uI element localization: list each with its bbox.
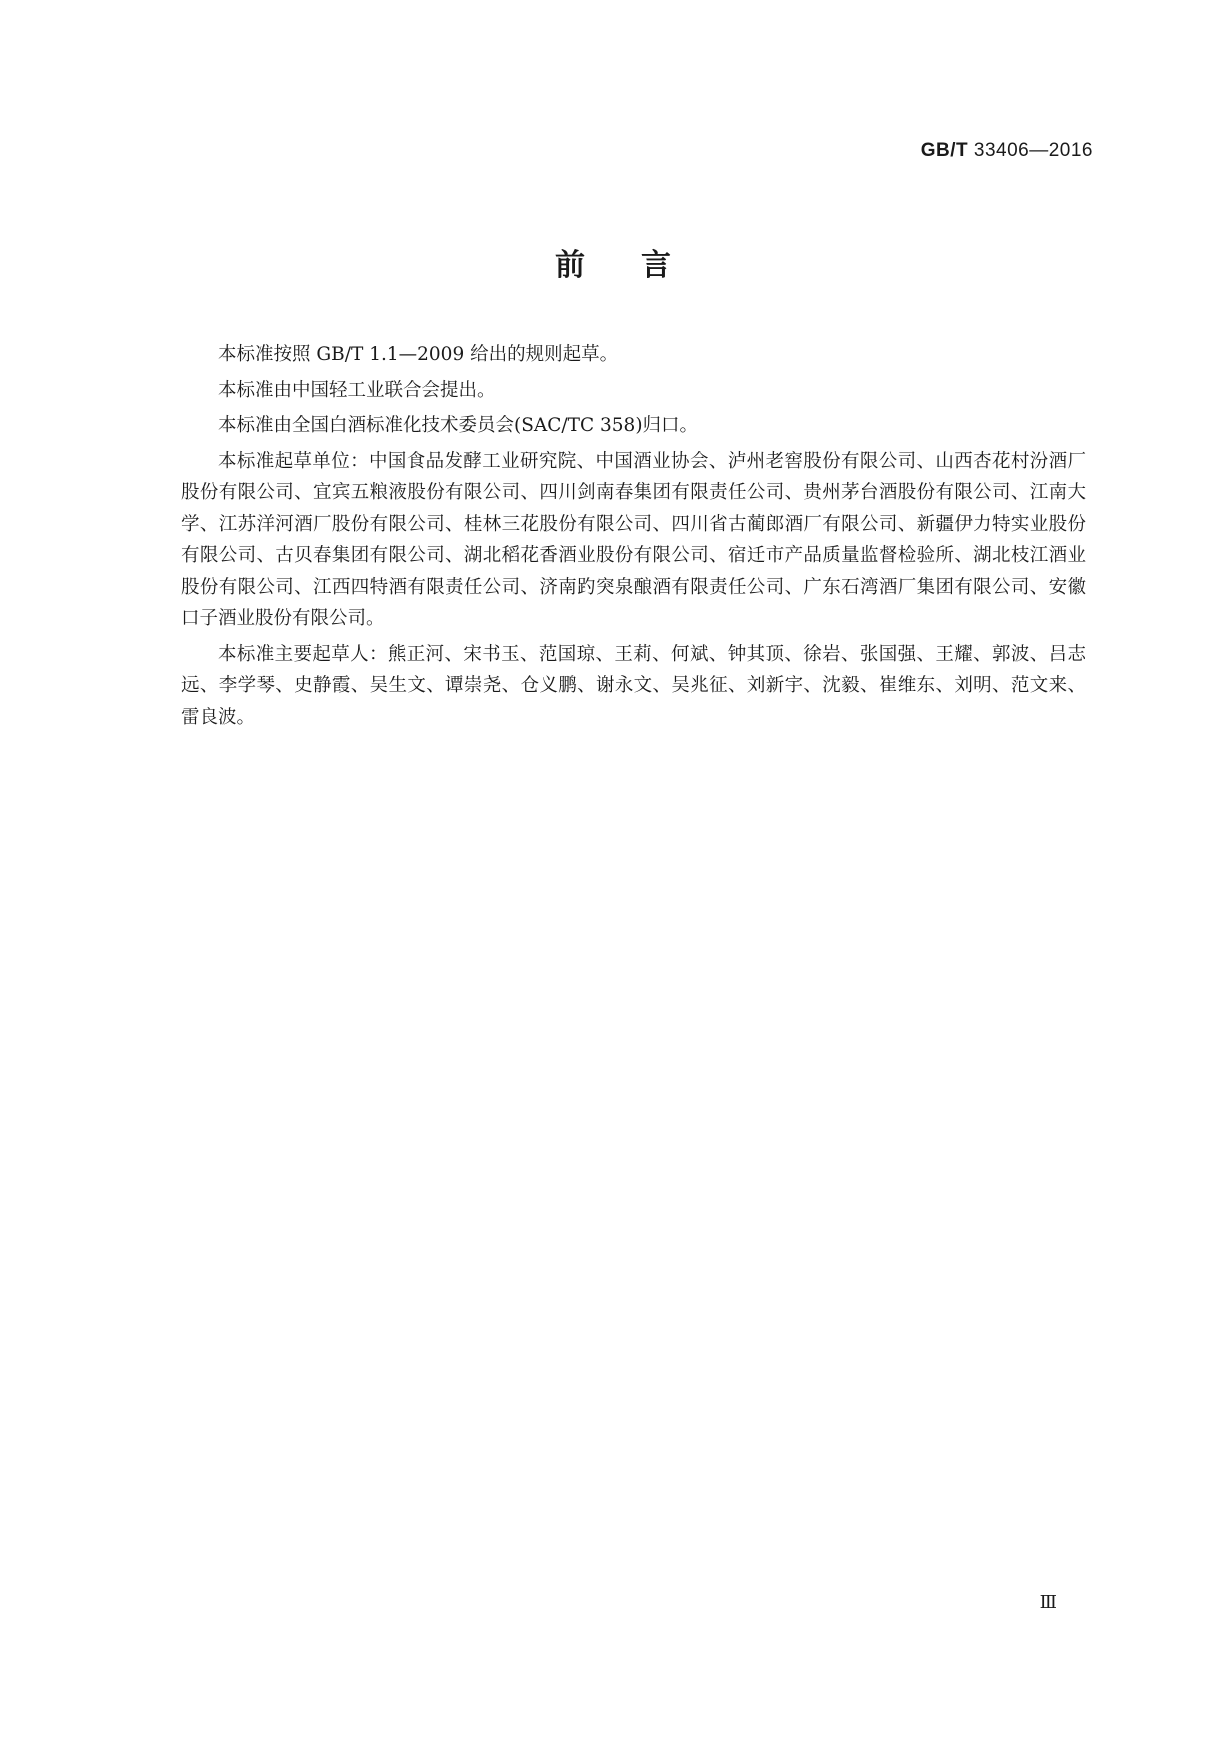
paragraph-technical-committee: 本标准由全国白酒标准化技术委员会(SAC/TC 358)归口。 <box>218 415 699 436</box>
document-body <box>181 339 1086 733</box>
paragraph-drafters: 本标准主要起草人：熊正河、宋书玉、范国琼、王莉、何斌、钟其顶、徐岩、张国强、王耀、郭波、吕志远、李学琴、史静霞、吴生文、谭崇尧、仓义鹏、谢永文、吴兆征、刘新宇、沈毅、崔维东、刘明、范文来、雷良波。 <box>181 643 1086 728</box>
paragraph-proposer: 本标准由中国轻工业联合会提出。 <box>218 379 496 401</box>
standard-code <box>921 140 1093 162</box>
paragraph-drafting-rules: 本标准按照 GB/T 1.1—2009 给出的规则起草。 <box>218 344 619 365</box>
standard-code-prefix: GB/T <box>920 140 969 161</box>
page-title: 前言 <box>555 248 727 283</box>
standard-code-number: 33406—2016 <box>968 140 1093 161</box>
page-number: Ⅲ <box>1039 1592 1057 1613</box>
paragraph-drafting-units: 本标准起草单位：中国食品发酵工业研究院、中国酒业协会、泸州老窖股份有限公司、山西杏花村汾酒厂股份有限公司、宜宾五粮液股份有限公司、四川剑南春集团有限责任公司、贵州茅台酒股份有限公司、江南大学、江苏洋河酒厂股份有限公司、桂林三花股份有限公司、四川省古蔺郎酒厂有限公司、新疆伊力特实业股份有限公司、古贝春集团有限公司、湖北稻花香酒业股份有限公司、宿迁市产品质量监督检验所、湖北枝江酒业股份有限公司、江西四特酒有限责任公司、济南趵突泉酿酒有限责任公司、广东石湾酒厂集团有限公司、安徽口子酒业股份有限公司。 <box>181 450 1086 629</box>
